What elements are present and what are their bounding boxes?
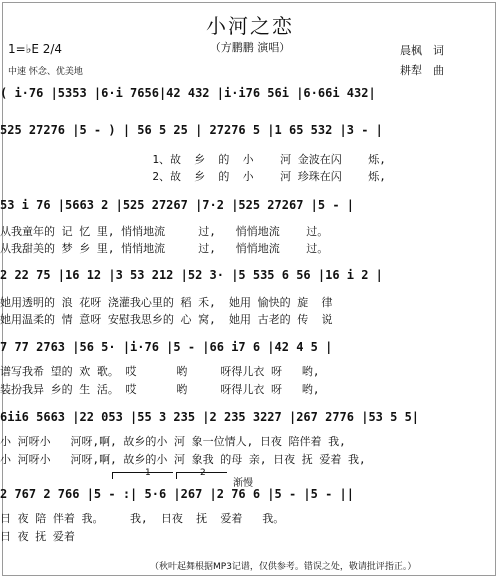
- notation-line-4: 2 22 75 |16 12 |3 53 212 |52 3· |5 535 6 56 |16 i 2 |: [0, 268, 383, 282]
- lyric-line-2-verse-2: 2、故 乡 的 小 河 珍珠在闪 烁,: [0, 170, 386, 183]
- lyric-line-2-verse-1: 1、故 乡 的 小 河 金波在闪 烁,: [0, 153, 386, 166]
- decresc-marking: 渐慢: [233, 478, 253, 489]
- song-title: 小河之恋: [206, 14, 294, 38]
- lyricist-credit: 晨枫 词: [400, 44, 444, 57]
- lyric-line-4-verse-1: 她用透明的 浪 花呀 浇灌我心里的 稻 禾, 她用 愉快的 旋 律: [0, 296, 333, 309]
- notation-line-2: 525 27276 |5 - ) | 56 5 25 | 27276 5 |1 65 532 |3 - |: [0, 123, 383, 137]
- lyric-line-7-verse-1: 日 夜 陪 伴着 我。 我, 日夜 抚 爱着 我。: [0, 512, 285, 525]
- key-signature: 1=♭E 2/4: [8, 42, 63, 56]
- lyric-line-5-verse-2: 装扮我异 乡的 生 活。 哎 哟 呀得儿衣 呀 哟,: [0, 383, 320, 396]
- volta-second-label: 2: [200, 468, 206, 478]
- notation-line-5: 7 77 2763 |56 5· |i·76 |5 - |66 i7 6 |42 4 5 |: [0, 340, 333, 354]
- notation-line-3: 53 i 76 |5663 2 |525 27267 |7·2 |525 27267 |5 - |: [0, 198, 355, 212]
- singer-credit: （方鹏鹏 演唱）: [209, 41, 291, 54]
- lyric-line-6-verse-2: 小 河呀小 河呀,啊, 故乡的小 河 象我 的母 亲, 日夜 抚 爱着 我,: [0, 453, 366, 466]
- lyric-line-3-verse-1: 从我童年的 记 忆 里, 悄悄地流 过, 悄悄地流 过。: [0, 225, 329, 238]
- volta-first-bracket: [112, 472, 173, 479]
- lyric-line-5-verse-1: 谱写我希 望的 欢 歌。 哎 哟 呀得儿衣 呀 哟,: [0, 365, 320, 378]
- lyric-line-3-verse-2: 从我甜美的 梦 乡 里, 悄悄地流 过, 悄悄地流 过。: [0, 242, 329, 255]
- notation-line-1: ( i·76 |5353 |6·i 7656|42 432 |i·i76 56i |6·66i 432|: [0, 86, 376, 100]
- lyric-line-4-verse-2: 她用温柔的 情 意呀 安慰我思乡的 心 窝, 她用 古老的 传 说: [0, 313, 333, 326]
- lyric-line-7-verse-2: 日 夜 抚 爱着: [0, 530, 75, 543]
- volta-first-label: 1: [145, 468, 151, 478]
- footer-note: （秋叶起舞根据MP3记谱，仅供参考。错误之处，敬请批评指正。）: [150, 562, 417, 572]
- tempo-marking: 中速 怀念、优美地: [8, 67, 83, 77]
- notation-line-7: 2 767 2 766 |5 - :| 5·6 |267 |2 76 6 |5 - |5 - ||: [0, 487, 355, 501]
- lyric-line-6-verse-1: 小 河呀小 河呀,啊, 故乡的小 河 象一位情人, 日夜 陪伴着 我,: [0, 435, 346, 448]
- notation-line-6: 6ii6 5663 |22 053 |55 3 235 |2 235 3227 |267 2776 |53 5 5|: [0, 410, 420, 424]
- composer-credit: 耕犁 曲: [400, 64, 444, 77]
